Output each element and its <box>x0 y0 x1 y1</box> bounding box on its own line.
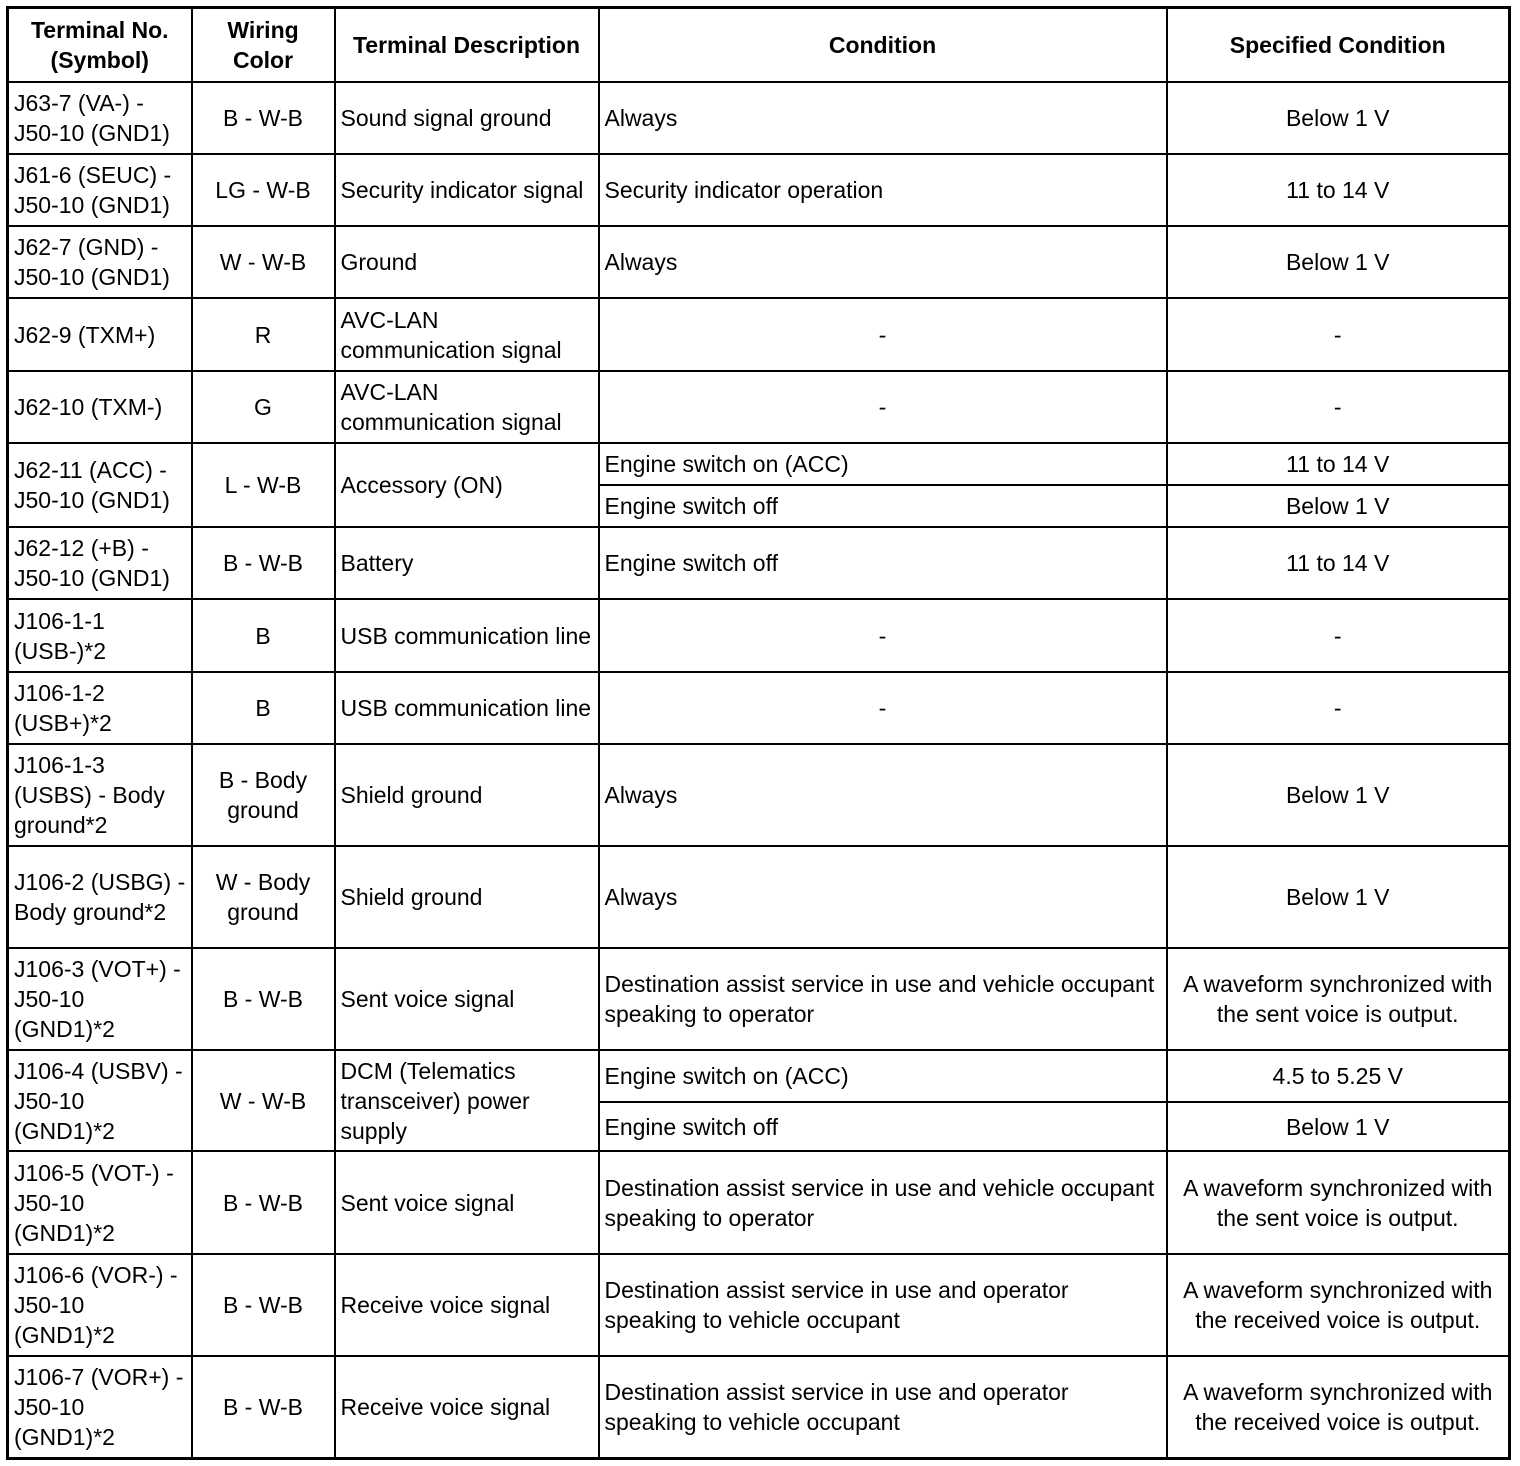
condition-cell: Destination assist service in use and vehicle occupant speaking to operator <box>599 948 1167 1050</box>
description-cell: Sent voice signal <box>335 1151 599 1254</box>
wiring-color-cell: R <box>192 298 335 371</box>
description-cell: Receive voice signal <box>335 1356 599 1458</box>
table-row <box>8 1356 1510 1458</box>
description-cell: Sound signal ground <box>335 82 599 154</box>
specified-condition-cell: A waveform synchronized with the sent voice is output. <box>1167 1151 1510 1254</box>
table-row <box>8 82 1510 154</box>
table-row <box>8 948 1510 1050</box>
condition-cell: - <box>599 672 1167 744</box>
specified-condition-cell: Below 1 V <box>1167 82 1510 154</box>
terminal-cell: J61-6 (SEUC) - J50-10 (GND1) <box>8 154 192 226</box>
condition-cell: Destination assist service in use and operator speaking to vehicle occupant <box>599 1356 1167 1458</box>
description-cell: DCM (Telematics transceiver) power supply <box>335 1050 599 1151</box>
wiring-color-cell: B - Body ground <box>192 744 335 846</box>
table-row <box>8 527 1510 599</box>
table-row <box>8 846 1510 948</box>
table-row <box>8 1151 1510 1254</box>
description-cell: Receive voice signal <box>335 1254 599 1356</box>
description-cell: Shield ground <box>335 846 599 948</box>
specified-condition-cell: Below 1 V <box>1167 1102 1510 1151</box>
specified-condition-cell: Below 1 V <box>1167 846 1510 948</box>
terminal-cell: J62-7 (GND) - J50-10 (GND1) <box>8 226 192 298</box>
terminal-cell: J106-1-1 (USB-)*2 <box>8 599 192 672</box>
terminal-cell: J63-7 (VA-) - J50-10 (GND1) <box>8 82 192 154</box>
condition-cell: Security indicator operation <box>599 154 1167 226</box>
specified-condition-cell: - <box>1167 298 1510 371</box>
specified-condition-cell: Below 1 V <box>1167 226 1510 298</box>
terminal-cell: J62-11 (ACC) - J50-10 (GND1) <box>8 443 192 527</box>
header-description: Terminal Description <box>335 8 599 83</box>
wiring-color-cell: B - W-B <box>192 1151 335 1254</box>
condition-cell: - <box>599 298 1167 371</box>
terminal-cell: J106-1-3 (USBS) - Body ground*2 <box>8 744 192 846</box>
terminal-cell: J106-2 (USBG) - Body ground*2 <box>8 846 192 948</box>
terminal-cell: J62-12 (+B) - J50-10 (GND1) <box>8 527 192 599</box>
description-cell: USB communication line <box>335 672 599 744</box>
specified-condition-cell: A waveform synchronized with the received voice is output. <box>1167 1254 1510 1356</box>
terminal-cell: J106-1-2 (USB+)*2 <box>8 672 192 744</box>
condition-cell: Engine switch off <box>599 527 1167 599</box>
specified-condition-cell: A waveform synchronized with the sent voice is output. <box>1167 948 1510 1050</box>
condition-cell: Always <box>599 226 1167 298</box>
wiring-color-cell: B - W-B <box>192 1254 335 1356</box>
condition-cell: Engine switch off <box>599 485 1167 527</box>
table-row <box>8 744 1510 846</box>
wiring-color-cell: W - W-B <box>192 226 335 298</box>
terminal-cell: J62-9 (TXM+) <box>8 298 192 371</box>
specified-condition-cell: - <box>1167 371 1510 443</box>
wiring-color-cell: B <box>192 599 335 672</box>
condition-cell: - <box>599 599 1167 672</box>
condition-cell: Always <box>599 846 1167 948</box>
condition-cell: Destination assist service in use and operator speaking to vehicle occupant <box>599 1254 1167 1356</box>
terminal-cell: J106-5 (VOT-) - J50-10 (GND1)*2 <box>8 1151 192 1254</box>
header-condition: Condition <box>599 8 1167 83</box>
condition-cell: Engine switch off <box>599 1102 1167 1151</box>
terminal-cell: J106-6 (VOR-) - J50-10 (GND1)*2 <box>8 1254 192 1356</box>
specified-condition-cell: A waveform synchronized with the received voice is output. <box>1167 1356 1510 1458</box>
terminal-cell: J62-10 (TXM-) <box>8 371 192 443</box>
wiring-color-cell: B - W-B <box>192 948 335 1050</box>
specified-condition-cell: - <box>1167 599 1510 672</box>
wiring-color-cell: L - W-B <box>192 443 335 527</box>
header-wiring-color: Wiring Color <box>192 8 335 83</box>
description-cell: AVC-LAN communication signal <box>335 298 599 371</box>
wiring-color-cell: W - Body ground <box>192 846 335 948</box>
condition-cell: Engine switch on (ACC) <box>599 1050 1167 1102</box>
description-cell: Sent voice signal <box>335 948 599 1050</box>
wiring-color-cell: W - W-B <box>192 1050 335 1151</box>
header-row <box>8 8 1510 83</box>
description-cell: Ground <box>335 226 599 298</box>
specified-condition-cell: - <box>1167 672 1510 744</box>
table-row <box>8 298 1510 371</box>
table-row <box>8 371 1510 443</box>
condition-cell: Always <box>599 744 1167 846</box>
condition-cell: Destination assist service in use and vehicle occupant speaking to operator <box>599 1151 1167 1254</box>
description-cell: Accessory (ON) <box>335 443 599 527</box>
condition-cell: Engine switch on (ACC) <box>599 443 1167 485</box>
terminal-cell: J106-4 (USBV) - J50-10 (GND1)*2 <box>8 1050 192 1151</box>
terminal-cell: J106-7 (VOR+) - J50-10 (GND1)*2 <box>8 1356 192 1458</box>
description-cell: USB communication line <box>335 599 599 672</box>
table-row <box>8 443 1510 485</box>
wiring-color-cell: B - W-B <box>192 82 335 154</box>
table-body <box>8 82 1510 1458</box>
wiring-color-cell: LG - W-B <box>192 154 335 226</box>
condition-cell: - <box>599 371 1167 443</box>
specified-condition-cell: 11 to 14 V <box>1167 443 1510 485</box>
description-cell: Security indicator signal <box>335 154 599 226</box>
table-header <box>8 8 1510 83</box>
description-cell: Battery <box>335 527 599 599</box>
specified-condition-cell: Below 1 V <box>1167 744 1510 846</box>
table-row <box>8 226 1510 298</box>
table-row <box>8 1050 1510 1102</box>
description-cell: AVC-LAN communication signal <box>335 371 599 443</box>
condition-cell: Always <box>599 82 1167 154</box>
wiring-color-cell: B - W-B <box>192 527 335 599</box>
wiring-color-cell: B <box>192 672 335 744</box>
description-cell: Shield ground <box>335 744 599 846</box>
specified-condition-cell: 11 to 14 V <box>1167 527 1510 599</box>
table-row <box>8 154 1510 226</box>
specified-condition-cell: Below 1 V <box>1167 485 1510 527</box>
terminal-cell: J106-3 (VOT+) - J50-10 (GND1)*2 <box>8 948 192 1050</box>
header-specified-condition: Specified Condition <box>1167 8 1510 83</box>
table-row <box>8 599 1510 672</box>
wiring-color-cell: G <box>192 371 335 443</box>
wiring-color-cell: B - W-B <box>192 1356 335 1458</box>
specified-condition-cell: 11 to 14 V <box>1167 154 1510 226</box>
table-row <box>8 672 1510 744</box>
table-row <box>8 1254 1510 1356</box>
terminal-table <box>6 6 1511 1460</box>
specified-condition-cell: 4.5 to 5.25 V <box>1167 1050 1510 1102</box>
header-terminal: Terminal No. (Symbol) <box>8 8 192 83</box>
